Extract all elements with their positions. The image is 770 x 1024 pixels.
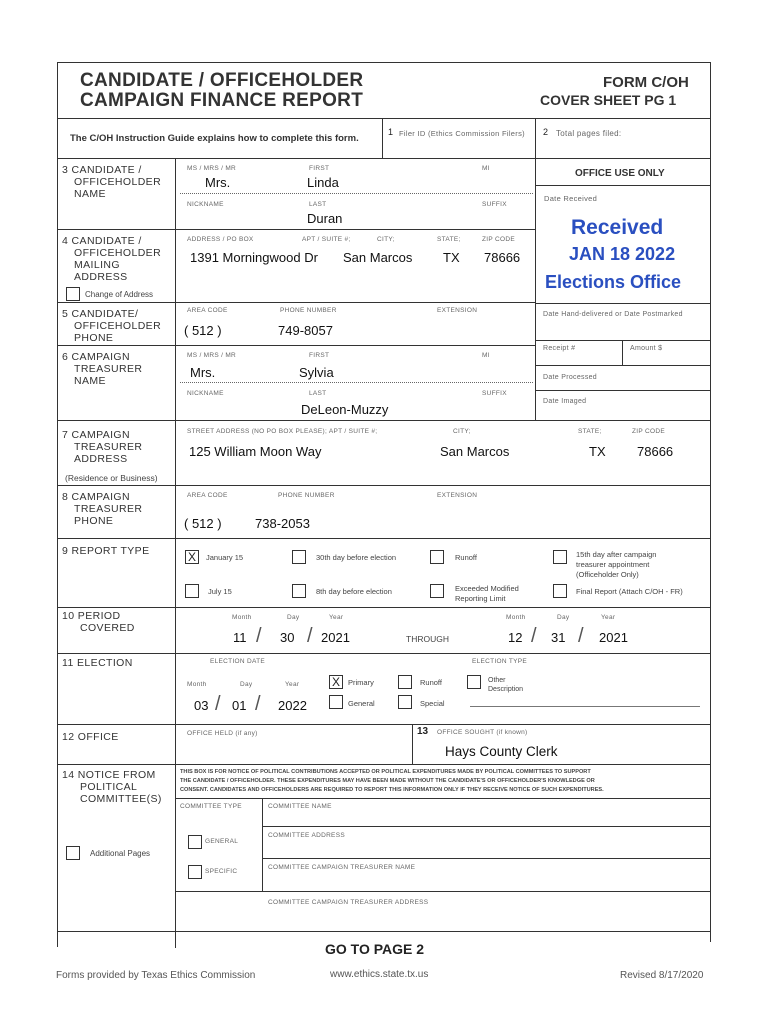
election-other-checkbox[interactable]	[467, 675, 481, 689]
office-use-rule2	[535, 303, 711, 304]
receipt-divider	[622, 340, 623, 365]
committee-type-label: COMMITTEE TYPE	[180, 803, 242, 810]
runoff-label: Runoff	[455, 553, 477, 562]
go-to-page-2: GO TO PAGE 2	[325, 941, 425, 957]
ethics-url[interactable]: www.ethics.state.tx.us	[330, 969, 429, 980]
other-description-line	[470, 706, 700, 707]
section11-label: 11 ELECTION	[62, 657, 133, 669]
committee-specific-label: SPECIFIC	[205, 868, 238, 875]
report-type-15day-checkbox[interactable]	[553, 550, 567, 564]
committee-treasurer-address-label: COMMITTEE CAMPAIGN TREASURER ADDRESS	[268, 899, 429, 906]
office-use-rule5	[535, 390, 711, 391]
form-code: FORM C/OH	[603, 74, 689, 91]
candidate-city[interactable]: San Marcos	[343, 250, 413, 265]
s3-suffix-label: SUFFIX	[482, 201, 507, 208]
date-received-label: Date Received	[544, 194, 598, 203]
s3-last-label: LAST	[309, 201, 327, 208]
treasurer-street-address[interactable]: 125 William Moon Way	[189, 444, 322, 459]
form-left-border	[57, 62, 58, 947]
s4-city-label: CITY;	[377, 236, 395, 243]
cover-sheet-label: COVER SHEET PG 1	[540, 92, 677, 108]
slash-6: /	[255, 693, 261, 715]
filer-id-box-left	[382, 118, 383, 158]
s8-area-label: AREA CODE	[187, 492, 228, 499]
july15-label: July 15	[208, 587, 232, 596]
treasurer-first-name[interactable]: Sylvia	[299, 365, 334, 380]
s4-zip-label: ZIP CODE	[482, 236, 515, 243]
s7-bottom	[57, 485, 711, 486]
committee-name-bottom	[262, 826, 711, 827]
committee-treasurer-name-label: COMMITTEE CAMPAIGN TREASURER NAME	[268, 864, 416, 871]
s7-zip-label: ZIP CODE	[632, 428, 665, 435]
candidate-last-name[interactable]: Duran	[307, 211, 343, 226]
total-pages-num: 2	[543, 127, 549, 137]
s5-area-label: AREA CODE	[187, 307, 228, 314]
s11-bottom	[57, 724, 711, 725]
15day-label-line1: 15th day after campaign	[576, 550, 657, 559]
s5-ext-label: EXTENSION	[437, 307, 478, 314]
committee-specific-checkbox[interactable]	[188, 865, 202, 879]
s6-first-label: FIRST	[309, 352, 330, 359]
treasurer-phone[interactable]: 738-2053	[255, 516, 310, 531]
election-special-checkbox[interactable]	[398, 695, 412, 709]
s3-first-label: FIRST	[309, 165, 330, 172]
committee-type-divider	[262, 798, 263, 891]
s10-from-month-label: Month	[232, 614, 252, 621]
office-use-rule4	[535, 365, 711, 366]
period-to-day[interactable]: 31	[551, 630, 566, 645]
s3-ms-label: MS / MRS / MR	[187, 165, 237, 172]
election-day[interactable]: 01	[232, 698, 247, 713]
form-top-border	[57, 62, 711, 63]
s7-state-label: STATE;	[578, 428, 602, 435]
form-title-line2: CAMPAIGN FINANCE REPORT	[80, 90, 364, 111]
s10-to-day-label: Day	[557, 614, 570, 621]
date-imaged-label: Date Imaged	[543, 398, 587, 405]
change-of-address-label: Change of Address	[85, 290, 154, 299]
slash-1: /	[256, 625, 262, 647]
s6-ms-label: MS / MRS / MR	[187, 352, 237, 359]
header-divider	[57, 118, 711, 119]
s4-state-label: STATE;	[437, 236, 461, 243]
s8-bottom	[57, 538, 711, 539]
candidate-area-code[interactable]: ( 512 )	[184, 323, 222, 338]
committee-general-label: GENERAL	[205, 838, 239, 845]
15day-label-line2: treasurer appointment	[576, 560, 650, 569]
final-report-label: Final Report (Attach C/OH - FR)	[576, 587, 683, 596]
candidate-first-name[interactable]: Linda	[307, 175, 339, 190]
notice-text-line2: THE CANDIDATE / OFFICEHOLDER. THESE EXPENDITURES MAY HAVE BEEN MADE WITHOUT THE CANDIDATE'S OR OFFICEHOLDER'S KNOWLEDGE OR	[180, 778, 595, 784]
amount-label: Amount $	[630, 345, 663, 352]
change-of-address-checkbox[interactable]	[66, 287, 80, 301]
section12-label: 12 OFFICE	[62, 731, 119, 743]
election-runoff-checkbox[interactable]	[398, 675, 412, 689]
revised-date: Revised 8/17/2020	[620, 970, 704, 981]
office-use-left	[535, 158, 536, 420]
form-right-border	[710, 62, 711, 942]
exceeded-label-line1: Exceeded Modified	[455, 584, 519, 593]
s14-bottom	[57, 931, 711, 932]
report-type-30day-checkbox[interactable]	[292, 550, 306, 564]
total-pages-label: Total pages filed:	[556, 129, 622, 138]
filer-id-label: Filer ID (Ethics Commission Filers)	[399, 129, 525, 138]
s3-nickname-label: NICKNAME	[187, 201, 224, 208]
period-from-month[interactable]: 11	[233, 630, 247, 645]
treasurer-state[interactable]: TX	[589, 444, 606, 459]
s7-street-label: STREET ADDRESS (NO PO BOX PLEASE); APT / SUITE #;	[187, 428, 378, 435]
through-label: THROUGH	[406, 634, 449, 644]
period-from-year[interactable]: 2021	[321, 630, 350, 645]
s10-to-month-label: Month	[506, 614, 526, 621]
slash-4: /	[578, 625, 584, 647]
30day-label: 30th day before election	[316, 553, 397, 562]
primary-label: Primary	[348, 678, 374, 687]
office-use-title: OFFICE USE ONLY	[575, 168, 665, 179]
slash-2: /	[307, 625, 313, 647]
candidate-phone[interactable]: 749-8057	[278, 323, 333, 338]
treasurer-zip[interactable]: 78666	[637, 444, 674, 459]
exceeded-label-line2: Reporting Limit	[455, 594, 506, 603]
office-sought-label: OFFICE SOUGHT (if known)	[437, 729, 528, 736]
period-from-day[interactable]: 30	[280, 630, 295, 645]
description-label: Description	[488, 686, 524, 693]
additional-pages-label: Additional Pages	[90, 849, 151, 858]
report-type-exceeded-checkbox[interactable]	[430, 584, 444, 598]
treasurer-last-name[interactable]: DeLeon-Muzzy	[301, 402, 389, 417]
s3-bottom	[57, 229, 535, 230]
date-processed-label: Date Processed	[543, 374, 598, 381]
instruction-text: The C/OH Instruction Guide explains how to complete this form.	[70, 133, 359, 144]
section8-label: 8 CAMPAIGN TREASURER PHONE	[62, 491, 143, 527]
s5-bottom	[57, 345, 535, 346]
s9-bottom	[57, 607, 711, 608]
s5-phone-label: PHONE NUMBER	[280, 307, 337, 314]
section14-label: 14 NOTICE FROM POLITICAL COMMITTEE(S)	[62, 769, 162, 805]
date-hand-delivered-label: Date Hand-delivered or Date Postmarked	[543, 311, 683, 318]
election-month[interactable]: 03	[194, 698, 209, 713]
committee-address-bottom	[262, 858, 711, 859]
report-type-8day-checkbox[interactable]	[292, 584, 306, 598]
s4-apt-label: APT / SUITE #;	[302, 236, 351, 243]
s11-day-label: Day	[240, 681, 253, 688]
slash-5: /	[215, 693, 221, 715]
period-to-month[interactable]: 12	[508, 630, 523, 645]
s11-year-label: Year	[285, 681, 300, 688]
notice-text-line3: CONSENT. CANDIDATES AND OFFICEHOLDERS ARE REQUIRED TO REPORT THIS INFORMATION ONLY IF THEY RECEIVE NOTICE OF SUCH EXPENDITURES.	[180, 787, 604, 793]
s12-s13-divider	[412, 724, 413, 764]
election-primary-checkbox[interactable]: X	[329, 675, 343, 689]
s4-address-label: ADDRESS / PO BOX	[187, 236, 254, 243]
label-column-divider	[175, 158, 176, 948]
slash-3: /	[531, 625, 537, 647]
treasurer-city[interactable]: San Marcos	[440, 444, 510, 459]
elections-office-stamp: Elections Office	[545, 272, 682, 292]
forms-provided-text: Forms provided by Texas Ethics Commission	[56, 970, 256, 981]
section7-label: 7 CAMPAIGN TREASURER ADDRESS	[62, 429, 143, 465]
treasurer-title[interactable]: Mrs.	[190, 365, 216, 380]
s10-from-day-label: Day	[287, 614, 300, 621]
s4-bottom	[57, 302, 535, 303]
special-label: Special	[420, 699, 445, 708]
candidate-state[interactable]: TX	[443, 250, 460, 265]
candidate-title[interactable]: Mrs.	[205, 175, 231, 190]
january15-label: January 15	[206, 553, 244, 562]
s8-phone-label: PHONE NUMBER	[278, 492, 335, 499]
notice-text-line1: THIS BOX IS FOR NOTICE OF POLITICAL CONTRIBUTIONS ACCEPTED OR POLITICAL EXPENDITURES MADE BY POLITICAL COMMITTEES TO SUPPORT	[180, 769, 591, 775]
s10-from-year-label: Year	[329, 614, 344, 621]
s6-suffix-label: SUFFIX	[482, 390, 507, 397]
received-stamp: Received	[571, 216, 664, 239]
office-held-label: OFFICE HELD (if any)	[187, 730, 258, 737]
treasurer-area-code[interactable]: ( 512 )	[184, 516, 222, 531]
s6-nickname-label: NICKNAME	[187, 390, 224, 397]
s11-month-label: Month	[187, 681, 207, 688]
filer-id-num: 1	[388, 127, 394, 137]
receipt-label: Receipt #	[543, 345, 576, 352]
election-date-label: ELECTION DATE	[210, 658, 266, 665]
election-runoff-label: Runoff	[420, 678, 442, 687]
general-label: General	[348, 699, 375, 708]
period-to-year[interactable]: 2021	[599, 630, 628, 645]
election-general-checkbox[interactable]	[329, 695, 343, 709]
office-use-rule1	[535, 185, 711, 186]
total-pages-box-left	[535, 118, 536, 158]
section3-label: 3 CANDIDATE / OFFICEHOLDER NAME	[62, 164, 162, 200]
election-type-label: ELECTION TYPE	[472, 658, 528, 665]
s6-bottom	[57, 420, 711, 421]
candidate-zip[interactable]: 78666	[484, 250, 521, 265]
section6-label: 6 CAMPAIGN TREASURER NAME	[62, 351, 143, 387]
candidate-street-address[interactable]: 1391 Morningwood Dr	[190, 250, 318, 265]
report-type-july15-checkbox[interactable]	[185, 584, 199, 598]
report-type-final-checkbox[interactable]	[553, 584, 567, 598]
15day-label-line3: (Officeholder Only)	[576, 570, 639, 579]
committee-treasurer-bottom	[175, 891, 711, 892]
residence-label: (Residence or Business)	[65, 473, 158, 483]
section10-label: 10 PERIOD COVERED	[62, 610, 135, 634]
section4-label: 4 CANDIDATE / OFFICEHOLDER MAILING ADDRESS	[62, 235, 162, 283]
s6-last-label: LAST	[309, 390, 327, 397]
s10-to-year-label: Year	[601, 614, 616, 621]
section9-label: 9 REPORT TYPE	[62, 545, 150, 557]
office-use-rule3	[535, 340, 711, 341]
8day-label: 8th day before election	[316, 587, 392, 596]
s10-bottom	[57, 653, 711, 654]
committee-general-checkbox[interactable]	[188, 835, 202, 849]
report-type-january15-checkbox[interactable]: X	[185, 550, 199, 564]
s6-name-dots	[180, 382, 533, 383]
report-type-runoff-checkbox[interactable]	[430, 550, 444, 564]
other-label: Other	[488, 677, 506, 684]
committee-address-label: COMMITTEE ADDRESS	[268, 832, 345, 839]
office-sought-value[interactable]: Hays County Clerk	[445, 744, 558, 759]
filer-id-bottom	[57, 158, 711, 159]
section13-num: 13	[417, 726, 429, 737]
s3-mi-label: MI	[482, 165, 490, 172]
s13-bottom	[57, 764, 711, 765]
election-year[interactable]: 2022	[278, 698, 307, 713]
s3-name-dots	[180, 193, 533, 194]
received-stamp-date: JAN 18 2022	[569, 244, 676, 264]
additional-pages-checkbox[interactable]	[66, 846, 80, 860]
s6-mi-label: MI	[482, 352, 490, 359]
committee-name-label: COMMITTEE NAME	[268, 803, 332, 810]
s8-ext-label: EXTENSION	[437, 492, 478, 499]
s7-city-label: CITY;	[453, 428, 471, 435]
section5-label: 5 CANDIDATE/ OFFICEHOLDER PHONE	[62, 308, 162, 344]
s14-notice-bottom	[175, 798, 711, 799]
form-title-line1: CANDIDATE / OFFICEHOLDER	[80, 70, 364, 91]
